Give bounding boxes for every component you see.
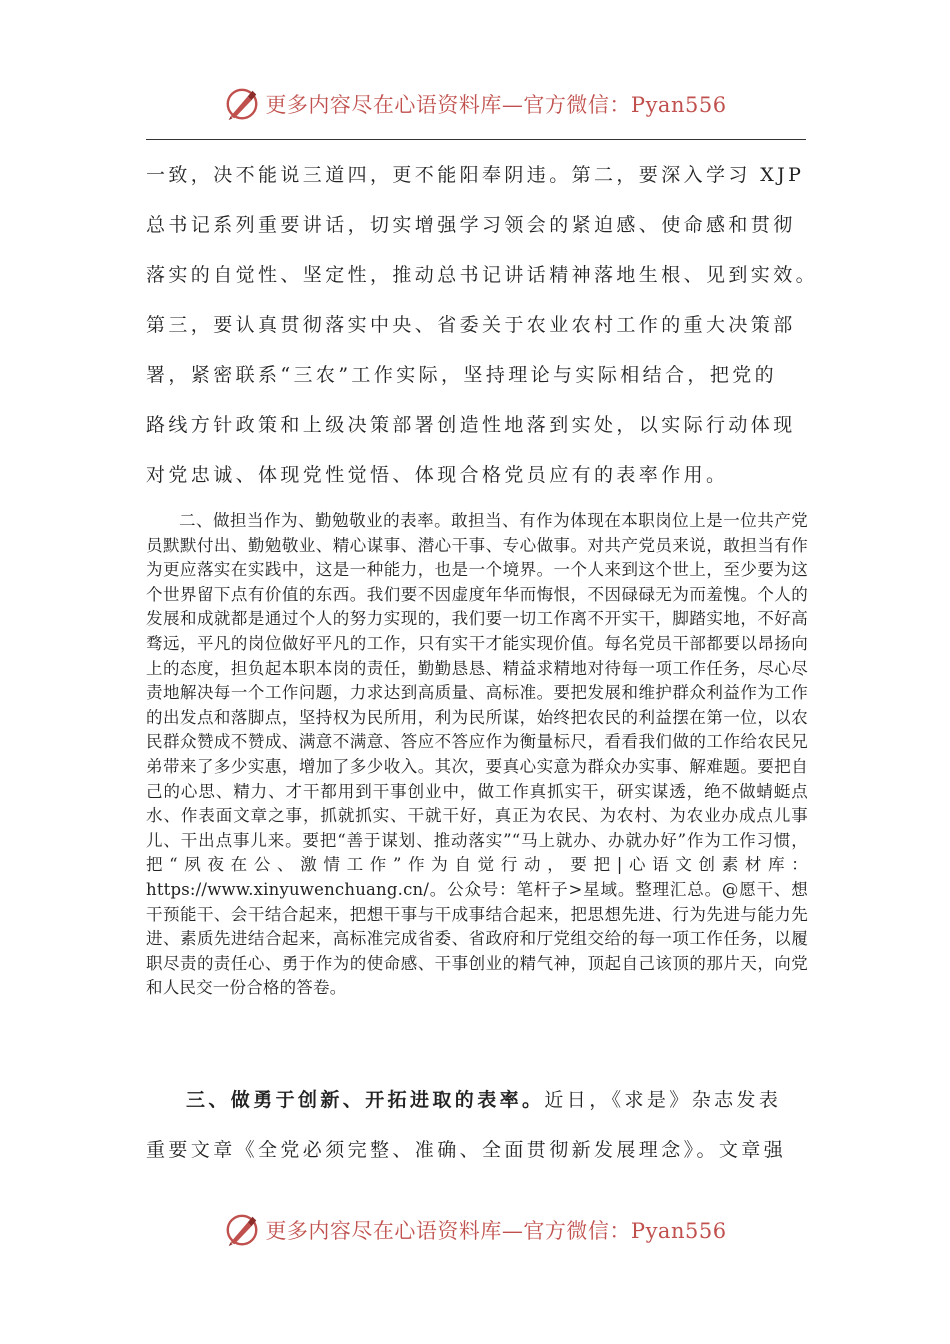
header-divider [146, 139, 806, 140]
pen-logo-icon [223, 85, 261, 123]
paragraph-1-line: 一致，决不能说三道四，更不能阳奉阴违。第二，要深入学习 XJP [146, 164, 805, 186]
pen-logo-icon [223, 1211, 261, 1249]
paragraph-1 [146, 150, 819, 500]
paragraph-1-line: 第三，要认真贯彻落实中央、省委关于农业农村工作的重大决策部 [146, 314, 796, 336]
paragraph-3-line-1 [146, 1075, 806, 1125]
paragraph-3 [146, 1075, 806, 1175]
paragraph-1-line: 署，紧密联系“三农”工作实际，坚持理论与实际相结合，把党的 [146, 364, 778, 386]
paragraph-2: 二、做担当作为、勤勉敬业的表率。敢担当、有作为体现在本职岗位上是一位共产党员默默付出、勤勉敬业、精心谋事、潜心干事、专心做事。对共产党员来说，敢担当有作为更应落实在实践中，这是一种能力，也是一个境界。一个人来到这个世上，至少要为这个世界留下点有价值的东西。我们要不因虚度年华而悔恨，不因碌碌无为而羞愧。个人的发展和成就都是通过个人的努力实现的，我们要一切工作离不开实干，脚踏实地，不好高骛远，平凡的岗位做好平凡的工作，只有实干才能实现价值。每名党员干部都要以昂扬向上的态度，担负起本职本岗的责任，勤勤恳恳、精益求精地对待每一项工作任务，尽心尽责地解决每一个工作问题，力求达到高质量、高标准。要把发展和维护群众利益作为工作的出发点和落脚点，坚持权为民所用，利为民所谋，始终把农民的利益摆在第一位，以农民群众赞成不赞成、满意不满意、答应不答应作为衡量标尺，看看我们做的工作给农民兄弟带来了多少实惠，增加了多少收入。其次，要真心实意为群众办实事、解难题。要把自己的心思、精力、才干都用到干事创业中，做工作真抓实干，研实谋透，绝不做蜻蜓点水、作表面文章之事，抓就抓实、干就干好，真正为农民、为农村、为农业办成点儿事儿、干出点事儿来。要把“善于谋划、推动落实”“马上就办、办就办好”作为工作习惯，把“夙夜在公、激情工作”作为自觉行动，要把|心语文创素材库：https://www.xinyuwenchuang.cn/。公众号：笔杆子>星域。整理汇总。@愿干、想干预能干、会干结合起来，把想干事与干成事结合起来，把思想先进、行为先进与能力先进、素质先进结合起来，高标准完成省委、省政府和厅党组交给的每一项工作任务，以履职尽责的责任心、勇于作为的使命感、干事创业的精气神，顶起自己该顶的那片天，向党和人民交一份合格的答卷。 [146, 511, 808, 998]
footer-banner-text: 更多内容尽在心语资料库—官方微信：Pyan556 [265, 1219, 727, 1243]
header-banner [0, 82, 950, 126]
paragraph-1-line: 路线方针政策和上级决策部署创造性地落到实处，以实际行动体现 [146, 414, 796, 436]
section-heading: 三、做勇于创新、开拓进取的表率。 [186, 1089, 545, 1111]
paragraph-1-line: 总书记系列重要讲话，切实增强学习领会的紧迫感、使命感和贯彻 [146, 214, 796, 236]
paragraph-1-line: 对党忠诚、体现党性觉悟、体现合格党员应有的表率作用。 [146, 464, 729, 486]
footer-banner [0, 1208, 950, 1252]
paragraph-1-line: 落实的自觉性、坚定性，推动总书记讲话精神落地生根、见到实效。 [146, 264, 819, 286]
paragraph-3-text: 近日，《求是》杂志发表 [544, 1089, 782, 1111]
paragraph-3-line-2: 重要文章《全党必须完整、准确、全面贯彻新发展理念》。文章强 [146, 1139, 787, 1161]
header-banner-text: 更多内容尽在心语资料库—官方微信：Pyan556 [265, 93, 727, 117]
